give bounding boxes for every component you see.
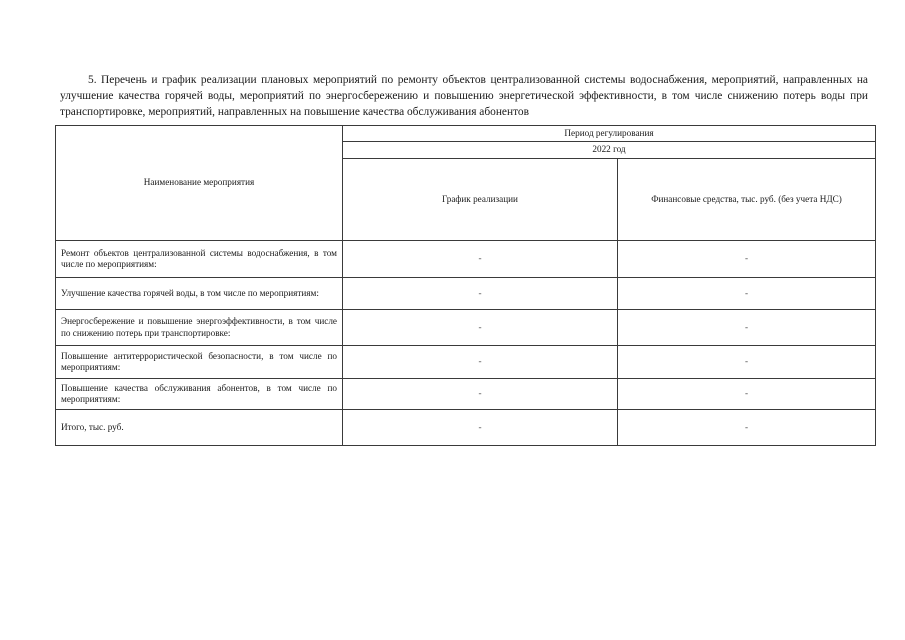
row-finance: - [618, 379, 876, 410]
row-name: Итого, тыс. руб. [56, 410, 343, 446]
row-finance: - [618, 241, 876, 278]
table-row [56, 241, 876, 278]
row-name: Повышение антитеррористической безопасности, в том числе по мероприятиям: [56, 346, 343, 379]
row-finance: - [618, 346, 876, 379]
table-row [56, 310, 876, 346]
row-finance: - [618, 310, 876, 346]
header-year: 2022 год [343, 142, 876, 159]
row-finance: - [618, 410, 876, 446]
table-row [56, 278, 876, 310]
row-schedule: - [343, 278, 618, 310]
row-name: Энергосбережение и повышение энергоэффективности, в том числе по снижению потерь при транспортировке: [56, 310, 343, 346]
row-name: Улучшение качества горячей воды, в том числе по мероприятиям: [56, 278, 343, 310]
row-schedule: - [343, 310, 618, 346]
row-name: Повышение качества обслуживания абонентов, в том числе по мероприятиям: [56, 379, 343, 410]
header-name: Наименование мероприятия [56, 126, 343, 241]
row-schedule: - [343, 379, 618, 410]
row-name: Ремонт объектов централизованной системы водоснабжения, в том числе по мероприятиям: [56, 241, 343, 278]
row-finance: - [618, 278, 876, 310]
header-schedule: График реализации [343, 159, 618, 241]
table-row [56, 410, 876, 446]
section-paragraph: 5. Перечень и график реализации плановых мероприятий по ремонту объектов централизованной системы водоснабжения, мероприятий, направленных на улучшение качества горячей воды, мероприятий по энергосбережению и повышению энергетической эффективности, в том числе снижению потерь воды при транспортировке, мероприятий, направленных на повышение качества обслуживания абонентов [60, 74, 868, 118]
row-schedule: - [343, 346, 618, 379]
table-row [56, 346, 876, 379]
header-period: Период регулирования [343, 126, 876, 142]
row-schedule: - [343, 410, 618, 446]
table-row [56, 379, 876, 410]
header-finance: Финансовые средства, тыс. руб. (без учета НДС) [618, 159, 876, 241]
row-schedule: - [343, 241, 618, 278]
plan-table [55, 125, 876, 446]
